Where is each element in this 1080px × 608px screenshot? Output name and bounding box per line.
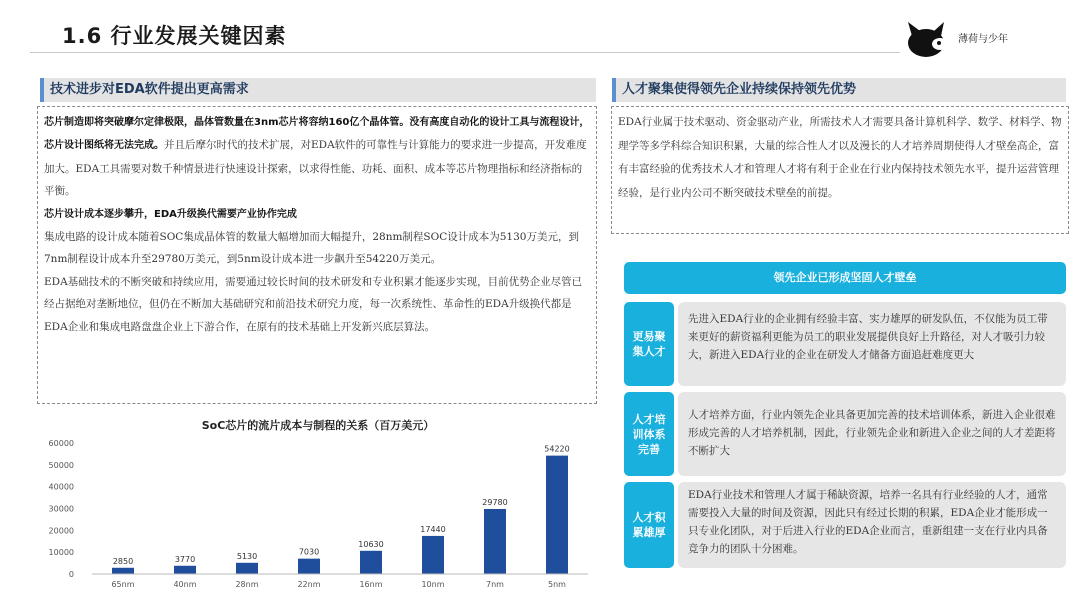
row-text-talent-accumulation: EDA行业技术和管理人才属于稀缺资源，培养一名具有行业经验的人才，通常需要投入大量的时间及资源，因此只有经过长期的积累，EDA企业才能形成一只专业化团队，对于后进入行业的EDA企业而言，重新组建一支在行业内具备竞争力的团队十分困难。 xyxy=(678,482,1066,568)
x-tick-label: 10nm xyxy=(421,580,445,589)
bar xyxy=(174,566,196,574)
y-axis xyxy=(49,439,74,579)
y-tick-label: 20000 xyxy=(48,526,74,536)
y-tick-label: 60000 xyxy=(48,439,74,448)
x-tick-label: 28nm xyxy=(235,580,259,589)
brand-name: 薄荷与少年 xyxy=(958,34,1008,45)
bar-value-label: 54220 xyxy=(544,444,570,454)
row-tag-gather-talent: 更易聚集人才 xyxy=(624,302,674,386)
bar xyxy=(112,568,134,574)
right-text-box: EDA行业属于技术驱动、资金驱动产业，所需技术人才需要具备计算机科学、数学、材料学、物理学等多学科综合知识积累，大量的综合性人才以及漫长的人才培养周期使得人才壁垒高企，富有丰富经验的优秀技术人才和管理人才将有利于企业在行业内保持技术领先水平，提升运营管理经验，是行业内公司不断突破技术壁垒的前提。 xyxy=(611,106,1069,234)
bar-value-label: 3770 xyxy=(174,554,196,564)
left-section-heading: 技术进步对EDA软件提出更高需求 xyxy=(40,78,596,102)
x-tick-label: 16nm xyxy=(359,580,383,589)
x-tick-label: 65nm xyxy=(111,580,135,589)
y-tick-label: 0 xyxy=(68,570,74,579)
row-tag-talent-accumulation: 人才积累雄厚 xyxy=(624,482,674,568)
bar-value-label: 17440 xyxy=(420,524,446,534)
bar xyxy=(546,456,568,574)
x-tick-label: 7nm xyxy=(486,580,504,589)
bar xyxy=(360,551,382,574)
talent-barrier-banner: 领先企业已形成坚固人才壁垒 xyxy=(624,262,1066,294)
right-section-heading: 人才聚集使得领先企业持续保持领先优势 xyxy=(612,78,1066,102)
left-text-box xyxy=(37,106,597,404)
x-tick-label: 5nm xyxy=(548,580,566,589)
bar xyxy=(422,536,444,574)
left-p3: EDA基础技术的不断突破和持续应用，需要通过较长时间的技术研发和专业积累才能逐步实现，目前优势企业尽管已经占据绝对垄断地位，但仍在不断加大基础研究和前沿技术研究力度，每一次系统性、革命性的EDA升级换代都是EDA企业和集成电路盘盘企业上下游合作，在原有的技术基础上开发新兴底层算法。 xyxy=(44,275,583,333)
soc-cost-chart xyxy=(40,413,596,595)
y-tick-label: 10000 xyxy=(48,548,74,558)
page-title: 1.6 行业发展关键因素 xyxy=(62,24,287,48)
chart-svg xyxy=(40,413,596,595)
row-tag-training-system: 人才培训体系完善 xyxy=(624,392,674,476)
chart-title: SoC芯片的流片成本与制程的关系（百万美元） xyxy=(201,419,435,432)
row-text-gather-talent: 先进入EDA行业的企业拥有经验丰富、实力雄厚的研发队伍，不仅能为员工带来更好的薪资福利更能为员工的职业发展提供良好上升路径，对人才吸引力较大，新进入EDA行业的企业在研发人才储备方面追赶难度更大 xyxy=(678,302,1066,386)
bar-value-label: 5130 xyxy=(236,551,258,561)
row-text-training-system: 人才培养方面，行业内领先企业具备更加完善的技术培训体系，新进入企业很难形成完善的人才培养机制，因此，行业领先企业和新进入企业之间的人才差距将不断扩大 xyxy=(678,392,1066,476)
y-tick-label: 50000 xyxy=(48,460,74,470)
y-tick-label: 30000 xyxy=(48,504,74,514)
x-tick-label: 40nm xyxy=(173,580,197,589)
bar xyxy=(298,559,320,574)
title-divider xyxy=(30,52,900,53)
left-p1-rest: 并且后摩尔时代的技术扩展，对EDA软件的可靠性与计算能力的要求进一步提高，开发难度加大。EDA工具需要对数千种情景进行快速设计探索，以求得性能、功耗、面积、成本等芯片物理指标和经济指标的平衡。 xyxy=(44,139,587,198)
bar-value-label: 29780 xyxy=(482,497,508,507)
left-p1-bold: 芯片制造即将突破摩尔定律极限，晶体管数量在3nm芯片将容纳160亿个晶体管。没有高度自动化的设计工具与流程设计，芯片设计图纸将无法完成。 xyxy=(44,117,590,152)
bar-value-label: 7030 xyxy=(298,547,320,557)
bar-value-label: 10630 xyxy=(358,539,384,549)
bar-value-label: 2850 xyxy=(112,556,134,566)
left-p2-rest: 集成电路的设计成本随着SOC集成晶体管的数量大幅增加而大幅提升，28nm制程SOC设计成本为5130万美元，到7nm制程设计成本升至29780万美元，到5nm设计成本进一步飙升至54220万美元。 xyxy=(44,231,579,266)
brand-logo-icon xyxy=(904,16,952,60)
x-tick-label: 22nm xyxy=(297,580,321,589)
bar-series xyxy=(111,445,569,589)
left-p2-bold: 芯片设计成本逐步攀升，EDA升级换代需要产业协作完成 xyxy=(44,208,297,220)
y-tick-label: 40000 xyxy=(48,482,74,492)
bar xyxy=(236,563,258,574)
bar xyxy=(484,509,506,574)
